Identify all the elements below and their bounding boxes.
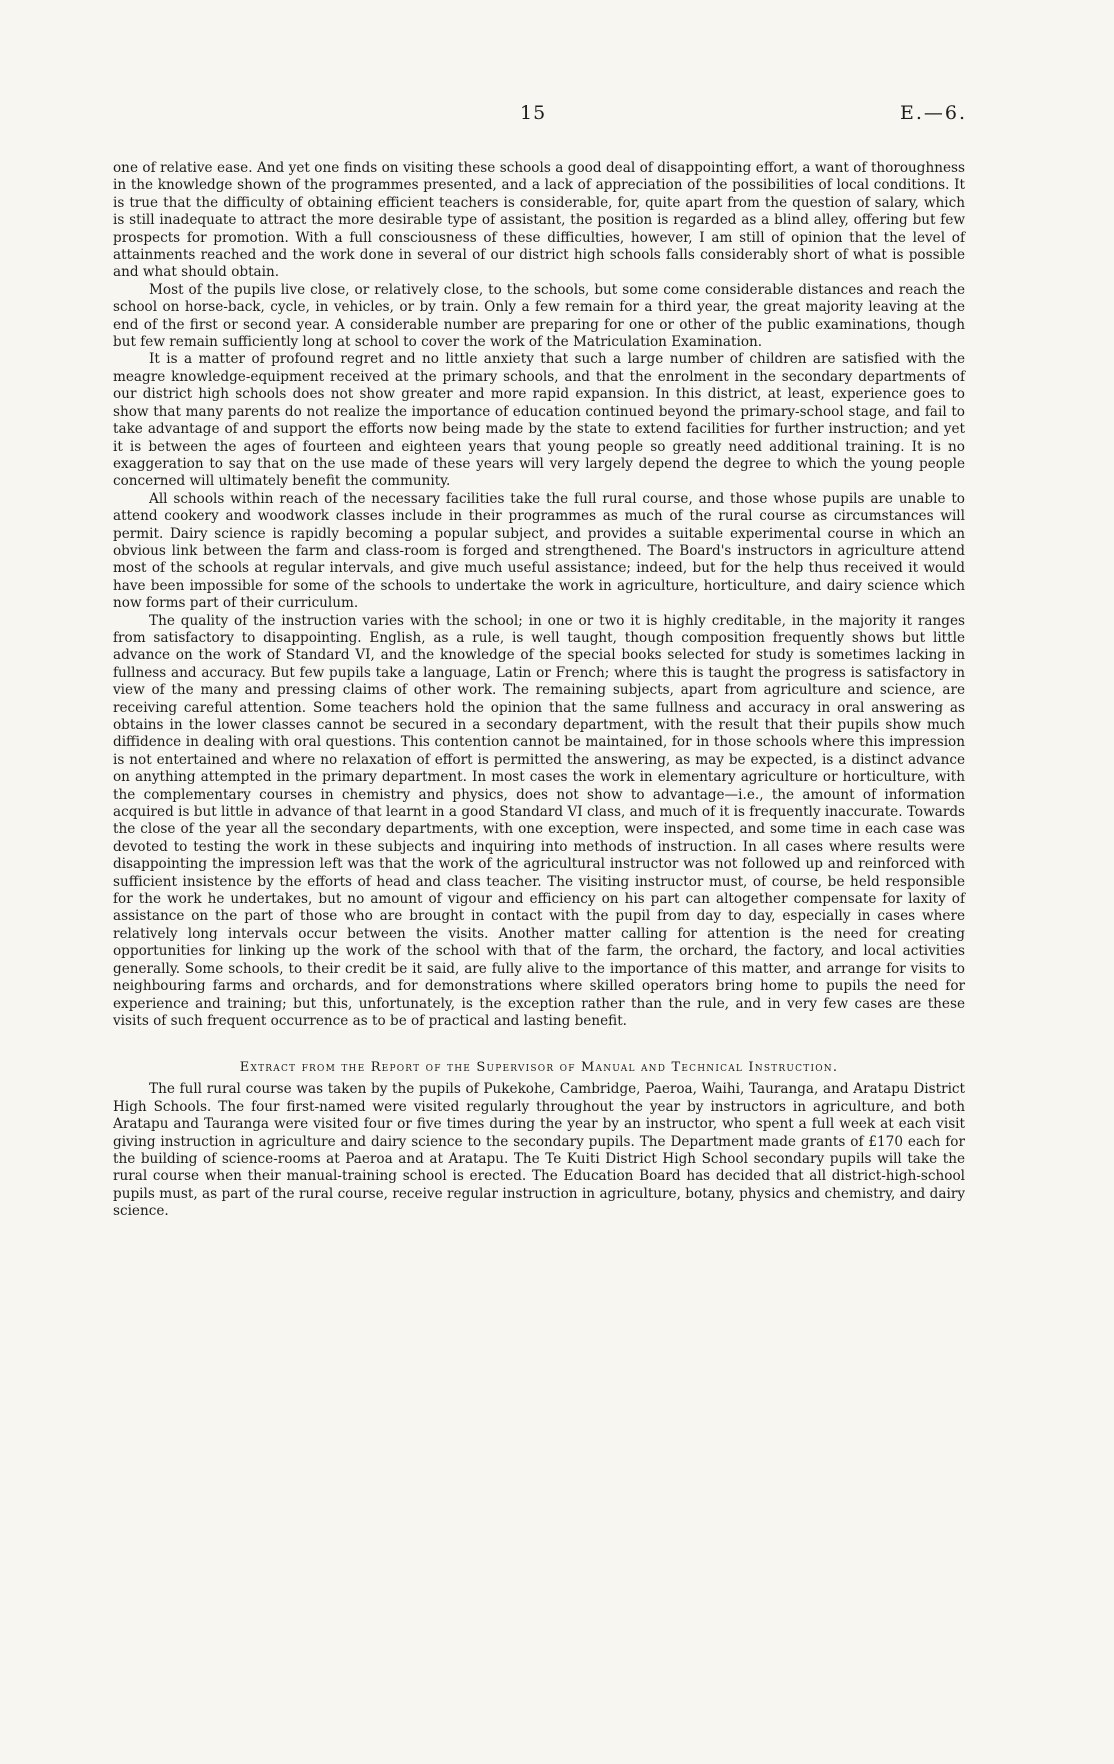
document-reference: E.—6.: [900, 102, 968, 124]
paragraph-supervisor-report: The full rural course was taken by the pupils of Pukekohe, Cambridge, Paeroa, Waihi, Tauranga, and Aratapu District High Schools. The four first-named were visited regularly throughout the year by instructors in agriculture, and both Aratapu and Tauranga were visited four or five times during the year by an instructor, who spent a full week at each visit giving instruction in agriculture and dairy science to the secondary pupils. The Department made grants of £170 each for the building of science-rooms at Paeroa and at Aratapu. The Te Kuiti District High School secondary pupils will take the rural course when their manual-training school is erected. The Education Board has decided that all district-high-school pupils must, as part of the rural course, receive regular instruction in agriculture, botany, physics and chemistry, and dairy science.: [113, 1081, 965, 1220]
report-body: [113, 160, 965, 1221]
paragraph-enrolment: It is a matter of profound regret and no little anxiety that such a large number of children are satisfied with the meagre knowledge-equipment received at the primary schools, and that the enrolment in the secondary departments of our district high schools does not show greater and more rapid expansion. In this district, at least, experience goes to show that many parents do not realize the importance of education continued beyond the primary-school stage, and fail to take advantage of and support the efforts now being made by the state to extend facilities for further instruction; and yet it is between the ages of fourteen and eighteen years that young people so greatly need additional training. It is no exaggeration to say that on the use made of these years will very largely depend the degree to which the young people concerned will ultimately benefit the community.: [113, 351, 965, 490]
page-number: 15: [520, 102, 547, 124]
paragraph-pupils-distance: Most of the pupils live close, or relatively close, to the schools, but some come considerable distances and reach the school on horse-back, cycle, in vehicles, or by train. Only a few remain for a third year, the great majority leaving at the end of the first or second year. A considerable number are preparing for one or other of the public examinations, though but few remain sufficiently long at school to cover the work of the Matriculation Examination.: [113, 281, 965, 351]
paragraph-continued: one of relative ease. And yet one finds on visiting these schools a good deal of disappointing effort, a want of thoroughness in the knowledge shown of the programmes presented, and a lack of appreciation of the possibilities of local conditions. It is true that the difficulty of obtaining efficient teachers is considerable, for, quite apart from the question of salary, which is still inadequate to attract the more desirable type of assistant, the position is regarded as a blind alley, offering but few prospects for promotion. With a full consciousness of these difficulties, however, I am still of opinion that the level of attainments reached and the work done in several of our district high schools falls considerably short of what is possible and what should obtain.: [113, 160, 965, 281]
paragraph-quality-of-instruction: The quality of the instruction varies with the school; in one or two it is highly creditable, in the majority it ranges from satisfactory to disappointing. English, as a rule, is well taught, though composition frequently shows but little advance on the work of Standard VI, and the knowledge of the special books selected for study is sometimes lacking in fullness and accuracy. But few pupils take a language, Latin or French; where this is taught the progress is satisfactory in view of the many and pressing claims of other work. The remaining subjects, apart from agriculture and science, are receiving careful attention. Some teachers hold the opinion that the same fullness and accuracy in oral answering as obtains in the lower classes cannot be secured in a secondary department, with the result that their pupils show much diffidence in dealing with oral questions. This contention cannot be maintained, for in those schools where this impression is not entertained and where no relaxation of effort is permitted the answering, as may be expected, is a distinct advance on anything attempted in the primary department. In most cases the work in elementary agriculture or horticulture, with the complementary courses in chemistry and physics, does not show to advantage—i.e., the amount of information acquired is but little in advance of that learnt in a good Standard VI class, and much of it is frequently inaccurate. Towards the close of the year all the secondary departments, with one exception, were inspected, and some time in each case was devoted to testing the work in these subjects and inquiring into methods of instruction. In all cases where results were disappointing the impression left was that the work of the agricultural instructor was not followed up and reinforced with sufficient insistence by the efforts of head and class teacher. The visiting instructor must, of course, be held responsible for the work he undertakes, but no amount of vigour and efficiency on his part can altogether compensate for laxity of assistance on the part of those who are brought in contact with the pupil from day to day, especially in cases where relatively long intervals occur between the visits. Another matter calling for attention is the need for creating opportunities for linking up the work of the school with that of the farm, the orchard, the factory, and local activities generally. Some schools, to their credit be it said, are fully alive to the importance of this matter, and arrange for visits to neighbouring farms and orchards, and for demonstrations where skilled operators bring home to pupils the need for experience and training; but this, unfortunately, is the exception rather than the rule, and in very few cases are these visits of such frequent occurrence as to be of practical and lasting benefit.: [113, 612, 965, 1029]
paragraph-rural-course: All schools within reach of the necessary facilities take the full rural course, and those whose pupils are unable to attend cookery and woodwork classes include in their programmes as much of the rural course as circumstances will permit. Dairy science is rapidly becoming a popular subject, and provides a suitable experimental course in which an obvious link between the farm and class-room is forged and strengthened. The Board's instructors in agriculture attend most of the schools at regular intervals, and give much useful assistance; indeed, but for the help thus received it would have been impossible for some of the schools to undertake the work in agriculture, horticulture, and dairy science which now forms part of their curriculum.: [113, 490, 965, 612]
section-heading: Extract from the Report of the Supervisor of Manual and Technical Instruction.: [239, 1060, 839, 1076]
